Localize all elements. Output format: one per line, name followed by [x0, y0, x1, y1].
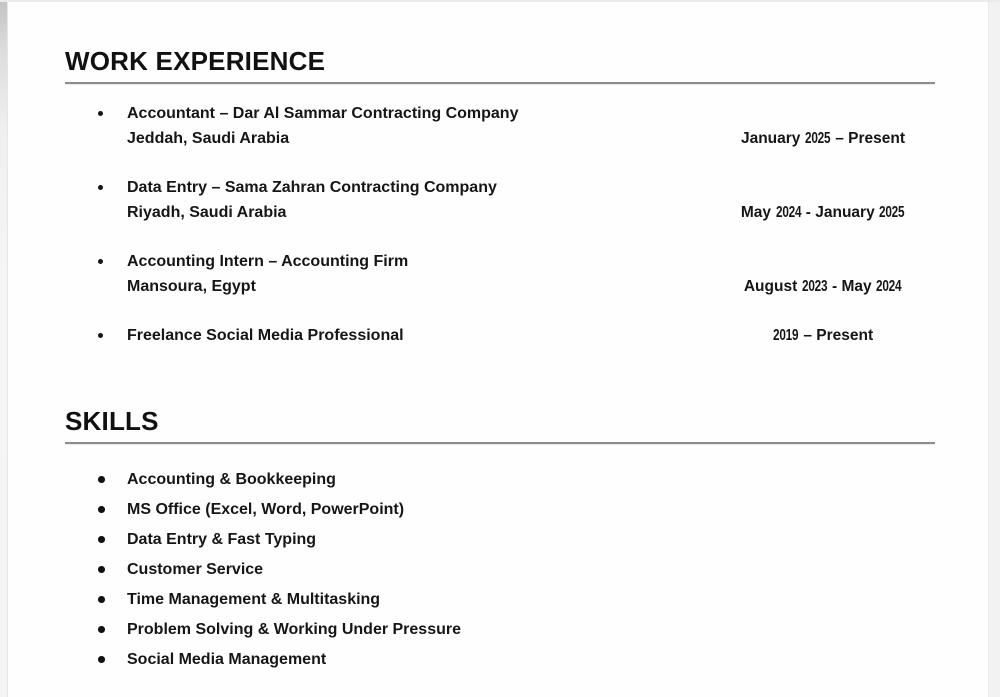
- skill-item: [65, 557, 935, 582]
- work-experience-section: [65, 46, 935, 348]
- year-text: 2019: [773, 327, 799, 344]
- year-text: 2025: [879, 204, 905, 221]
- experience-entry: [65, 175, 935, 225]
- skill-item: [65, 617, 935, 642]
- skill-label: Time Management & Multitasking: [127, 591, 381, 608]
- resume-content: [65, 0, 935, 677]
- work-experience-list: [65, 101, 935, 348]
- year-text: 2023: [801, 278, 828, 295]
- skill-label: MS Office (Excel, Word, PowerPoint): [127, 501, 405, 518]
- skill-item: [65, 587, 935, 612]
- skills-section: [65, 406, 935, 672]
- bullet-icon: [98, 111, 103, 116]
- work-experience-heading: WORK EXPERIENCE: [65, 46, 935, 84]
- entry-location: Mansoura, Egypt: [127, 278, 256, 295]
- bullet-icon: [98, 536, 105, 543]
- bullet-icon: [98, 596, 105, 603]
- entry-title: Freelance Social Media Professional: [127, 327, 404, 344]
- scan-edge-left: [0, 0, 8, 697]
- skill-item: [65, 467, 935, 492]
- skill-item: [65, 647, 935, 672]
- entry-date: May 2024 - January 2025: [705, 200, 941, 225]
- skill-label: Customer Service: [127, 561, 264, 578]
- skill-label: Accounting & Bookkeeping: [127, 471, 336, 488]
- entry-location: Jeddah, Saudi Arabia: [127, 130, 290, 147]
- year-text: 2024: [876, 278, 902, 295]
- bullet-icon: [98, 566, 105, 573]
- skill-item: [65, 527, 935, 552]
- skill-label: Problem Solving & Working Under Pressure: [127, 621, 461, 638]
- skill-label: Data Entry & Fast Typing: [127, 531, 317, 548]
- entry-location: Riyadh, Saudi Arabia: [127, 204, 287, 221]
- bullet-icon: [98, 259, 103, 264]
- skills-list: [65, 467, 935, 672]
- skill-item: [65, 497, 935, 522]
- entry-date: August 2023 - May 2024: [705, 274, 941, 299]
- skills-heading: SKILLS: [65, 406, 935, 444]
- bullet-icon: [98, 476, 105, 483]
- bullet-icon: [98, 333, 103, 338]
- entry-title: Accounting Intern – Accounting Firm: [127, 253, 409, 270]
- experience-entry: [65, 101, 935, 151]
- bullet-icon: [98, 656, 105, 663]
- entry-date: 2019 – Present: [705, 323, 941, 348]
- entry-title: Data Entry – Sama Zahran Contracting Company: [127, 179, 497, 196]
- year-text: 2024: [775, 204, 802, 221]
- entry-title: Accountant – Dar Al Sammar Contracting Company: [127, 105, 519, 122]
- bullet-icon: [98, 185, 103, 190]
- bullet-icon: [98, 626, 105, 633]
- entry-date: January 2025 – Present: [705, 126, 941, 151]
- experience-entry: [65, 249, 935, 299]
- skill-label: Social Media Management: [127, 651, 327, 668]
- experience-entry: [65, 323, 935, 348]
- bullet-icon: [98, 506, 105, 513]
- scan-edge-right: [988, 0, 1000, 697]
- year-text: 2025: [805, 130, 831, 147]
